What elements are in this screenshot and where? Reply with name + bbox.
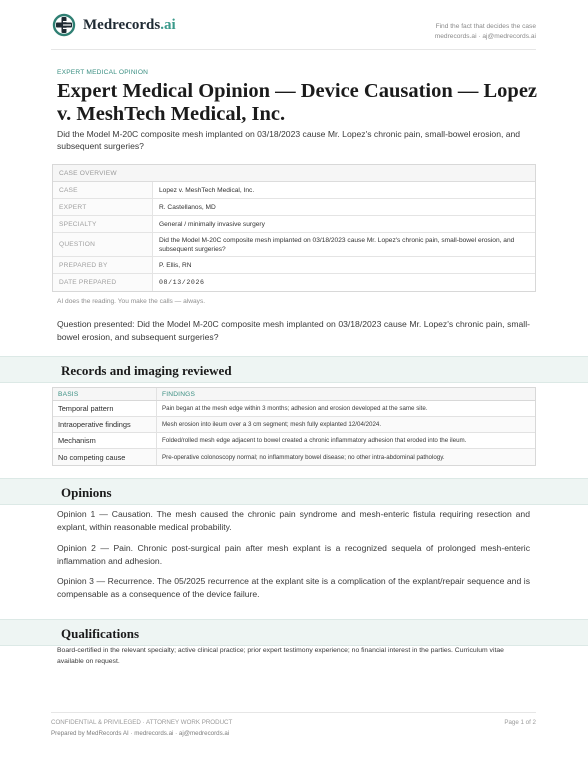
qualifications-section-band xyxy=(0,619,588,646)
page-footer xyxy=(51,712,536,739)
doc-eyebrow: EXPERT MEDICAL OPINION xyxy=(57,69,149,76)
overview-row-case xyxy=(53,182,535,199)
opinion-3: Opinion 3 — Recurrence. The 05/2025 recurrence at the explant site is a complication of the explant/repair sequence and is compensable as a consequence of the device failure. xyxy=(57,576,530,599)
brand-tagline: Find the fact that decides the case xyxy=(435,23,536,30)
table-row xyxy=(53,417,535,433)
qualifications-text: Board-certified in the relevant specialty; active clinical practice; prior expert testimony experience; no financial interest in the parties. Curriculum vitae available on request. xyxy=(57,647,504,665)
overview-value: Lopez v. MeshTech Medical, Inc. xyxy=(159,186,255,194)
row-basis: Mechanism xyxy=(53,433,157,448)
header-contact xyxy=(435,22,536,42)
overview-row-date-prepared xyxy=(53,274,535,291)
brand-name: Medrecords.ai xyxy=(83,16,176,33)
doc-subtitle: Did the Model M-20C composite mesh implanted on 03/18/2023 cause Mr. Lopez's chronic pain, small-bowel erosion, and subsequent surgeries? xyxy=(57,129,521,151)
brand-contact: medrecords.ai · aj@medrecords.ai xyxy=(434,33,536,40)
overview-row-expert xyxy=(53,199,535,216)
page-number: Page 1 of 2 xyxy=(504,719,536,726)
opinions-section-band xyxy=(0,478,588,505)
table-row xyxy=(53,449,535,465)
table-row xyxy=(53,433,535,449)
row-finding: Mesh erosion into ileum over a 3 cm segment; mesh fully explanted 12/04/2024. xyxy=(162,421,382,428)
page-header xyxy=(51,12,536,50)
opinion-2: Opinion 2 — Pain. Chronic post-surgical pain after mesh explant is a recognized sequela of prolonged mesh-enteric inflammation and adhesion. xyxy=(57,543,530,566)
records-table xyxy=(52,387,536,466)
row-finding: Pre-operative colonoscopy normal; no inflammatory bowel disease; no other intra-abdominal pathology. xyxy=(162,453,445,461)
overview-label: DATE PREPARED xyxy=(53,274,153,291)
qualifications-heading: Qualifications xyxy=(61,626,140,641)
case-overview-table xyxy=(52,164,536,292)
row-basis: Intraoperative findings xyxy=(53,417,157,432)
overview-value: 08/13/2026 xyxy=(159,279,205,286)
column-header-findings: FINDINGS xyxy=(162,390,196,398)
page-title: Expert Medical Opinion — Device Causation — Lopez v. MeshTech Medical, Inc. xyxy=(57,80,538,125)
overview-value: Did the Model M-20C composite mesh implanted on 03/18/2023 cause Mr. Lopez's chronic pain, small-bowel erosion, and subsequent surgeries? xyxy=(159,236,515,253)
row-basis: Temporal pattern xyxy=(53,401,157,416)
overview-value: P. Ellis, RN xyxy=(159,261,192,269)
brand-logo xyxy=(51,12,176,38)
overview-row-prepared-by xyxy=(53,257,535,274)
footer-confidential: CONFIDENTIAL & PRIVILEGED · ATTORNEY WORK PRODUCT xyxy=(51,719,233,726)
records-heading: Records and imaging reviewed xyxy=(61,363,232,378)
footer-prepared-by: Prepared by MedRecords AI · medrecords.ai · aj@medrecords.ai xyxy=(51,730,230,737)
overview-value: General / minimally invasive surgery xyxy=(159,220,265,228)
records-section-band xyxy=(0,356,588,383)
opinion-1: Opinion 1 — Causation. The mesh caused the chronic pain syndrome and mesh-enteric fistula requiring resection and explant, within reasonable medical probability. xyxy=(57,509,530,532)
question-presented: Question presented: Did the Model M-20C composite mesh implanted on 03/18/2023 cause Mr. Lopez's chronic pain, small-bowel erosion, and subsequent surgeries? xyxy=(57,319,530,342)
table-row xyxy=(53,401,535,417)
records-table-header xyxy=(53,388,535,401)
overview-value: R. Castellanos, MD xyxy=(159,203,216,211)
row-basis: No competing cause xyxy=(53,449,157,465)
opinions-heading: Opinions xyxy=(61,485,112,500)
overview-row-specialty xyxy=(53,216,535,233)
ai-disclaimer-note: AI does the reading. You make the calls — always. xyxy=(57,298,206,305)
medrecords-logo-icon xyxy=(51,12,77,38)
case-overview-caption: CASE OVERVIEW xyxy=(53,165,535,182)
row-finding: Folded/rolled mesh edge adjacent to bowel created a chronic inflammatory adhesion that eroded into the ileum. xyxy=(162,437,467,444)
overview-label: SPECIALTY xyxy=(53,216,153,232)
overview-label: PREPARED BY xyxy=(53,257,153,273)
overview-label: QUESTION xyxy=(53,233,153,256)
row-finding: Pain began at the mesh edge within 3 months; adhesion and erosion developed at the same site. xyxy=(162,405,428,412)
column-header-basis: BASIS xyxy=(53,388,157,400)
overview-label: EXPERT xyxy=(53,199,153,215)
overview-row-question xyxy=(53,233,535,257)
overview-label: CASE xyxy=(53,182,153,198)
